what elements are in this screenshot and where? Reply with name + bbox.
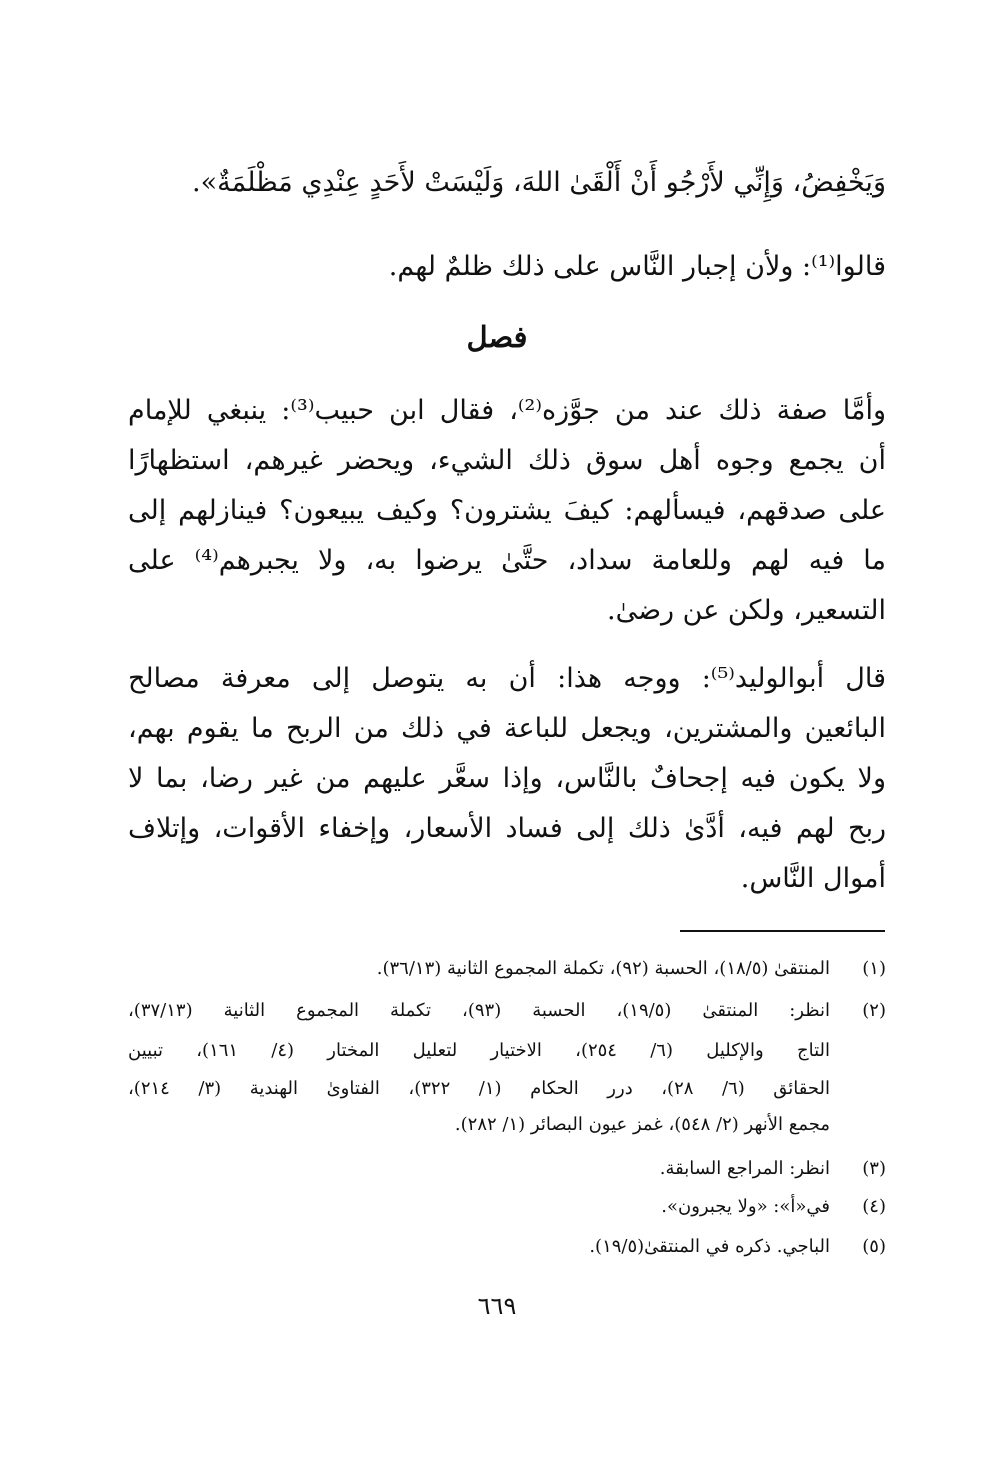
paragraph-2-line-4: ربح لهم فيه، أدَّىٰ ذلك إلى فساد الأسعار، وإخفاء الأقوات، وإتلاف — [128, 813, 886, 844]
footnote-number: (٣) — [862, 1158, 886, 1179]
footnote-number: (١) — [862, 958, 886, 979]
opening-statement: قالوا⁽¹⁾: ولأن إجبار النَّاس على ذلك ظلمٌ لهم. — [388, 251, 886, 282]
section-heading: فصل — [466, 320, 528, 354]
footnote-number: (٢) — [862, 1000, 886, 1021]
footnote-text: الباجي. ذكره في المنتقىٰ(١٩/٥). — [589, 1236, 830, 1257]
footnote-text: انظر: المراجع السابقة. — [659, 1158, 830, 1179]
paragraph-1-line-5: التسعير، ولكن عن رضىٰ. — [607, 595, 886, 626]
paragraph-1-line-4: ما فيه لهم وللعامة سداد، حتَّىٰ يرضوا به، ولا يجبرهم⁽⁴⁾ على — [128, 545, 886, 576]
footnote-separator — [680, 930, 885, 932]
footnote-text: الحقائق (٦/ ٢٨)، درر الحكام (١/ ٣٢٢)، الفتاوىٰ الهندية (٣/ ٢١٤)، — [128, 1078, 830, 1099]
footnote-text: انظر: المنتقىٰ (١٩/٥)، الحسبة (٩٣)، تكملة المجموع الثانية (٣٧/١٣)، — [128, 1000, 831, 1021]
footnote-text: مجمع الأنهر (٢/ ٥٤٨)، غمز عيون البصائر (١/ ٢٨٢). — [454, 1114, 830, 1135]
paragraph-2-line-1: قال أبوالوليد⁽⁵⁾: ووجه هذا: أن به يتوصل إلى معرفة مصالح — [128, 663, 887, 694]
paragraph-2-line-2: البائعين والمشترين، ويجعل للباعة في ذلك من الربح ما يقوم بهم، — [128, 713, 886, 744]
paragraph-1-line-1: وأمَّا صفة ذلك عند من جوَّزه⁽²⁾، فقال ابن حبيب⁽³⁾: ينبغي للإمام — [128, 395, 887, 426]
footnote-text: في«أ»: «ولا يجبرون». — [661, 1196, 830, 1217]
paragraph-2-line-3: ولا يكون فيه إجحافٌ بالنَّاس، وإذا سعَّر عليهم من غير رضا، بما لا — [128, 763, 886, 794]
page-number: ٦٦٩ — [477, 1292, 517, 1320]
footnote-text: المنتقىٰ (١٨/٥)، الحسبة (٩٢)، تكملة المجموع الثانية (٣٦/١٣). — [376, 958, 830, 979]
verse-quote-line: وَيَخْفِضُ، وَإِنِّي لأَرْجُو أَنْ أَلْقَىٰ اللهَ، وَلَيْسَتْ لأَحَدٍ عِنْدِي مَظْلَمَةٌ». — [192, 167, 886, 198]
footnote-number: (٤) — [862, 1196, 886, 1217]
paragraph-2-line-5: أموال النَّاس. — [740, 863, 886, 894]
footnote-text: التاج والإكليل (٦/ ٢٥٤)، الاختيار لتعليل المختار (٤/ ١٦١)، تبيين — [128, 1040, 830, 1061]
paragraph-1-line-2: أن يجمع وجوه أهل سوق ذلك الشيء، ويحضر غيرهم، استظهارًا — [128, 445, 886, 476]
footnote-number: (٥) — [862, 1236, 886, 1257]
paragraph-1-line-3: على صدقهم، فيسألهم: كيفَ يشترون؟ وكيف يبيعون؟ فينازلهم إلى — [128, 495, 886, 526]
